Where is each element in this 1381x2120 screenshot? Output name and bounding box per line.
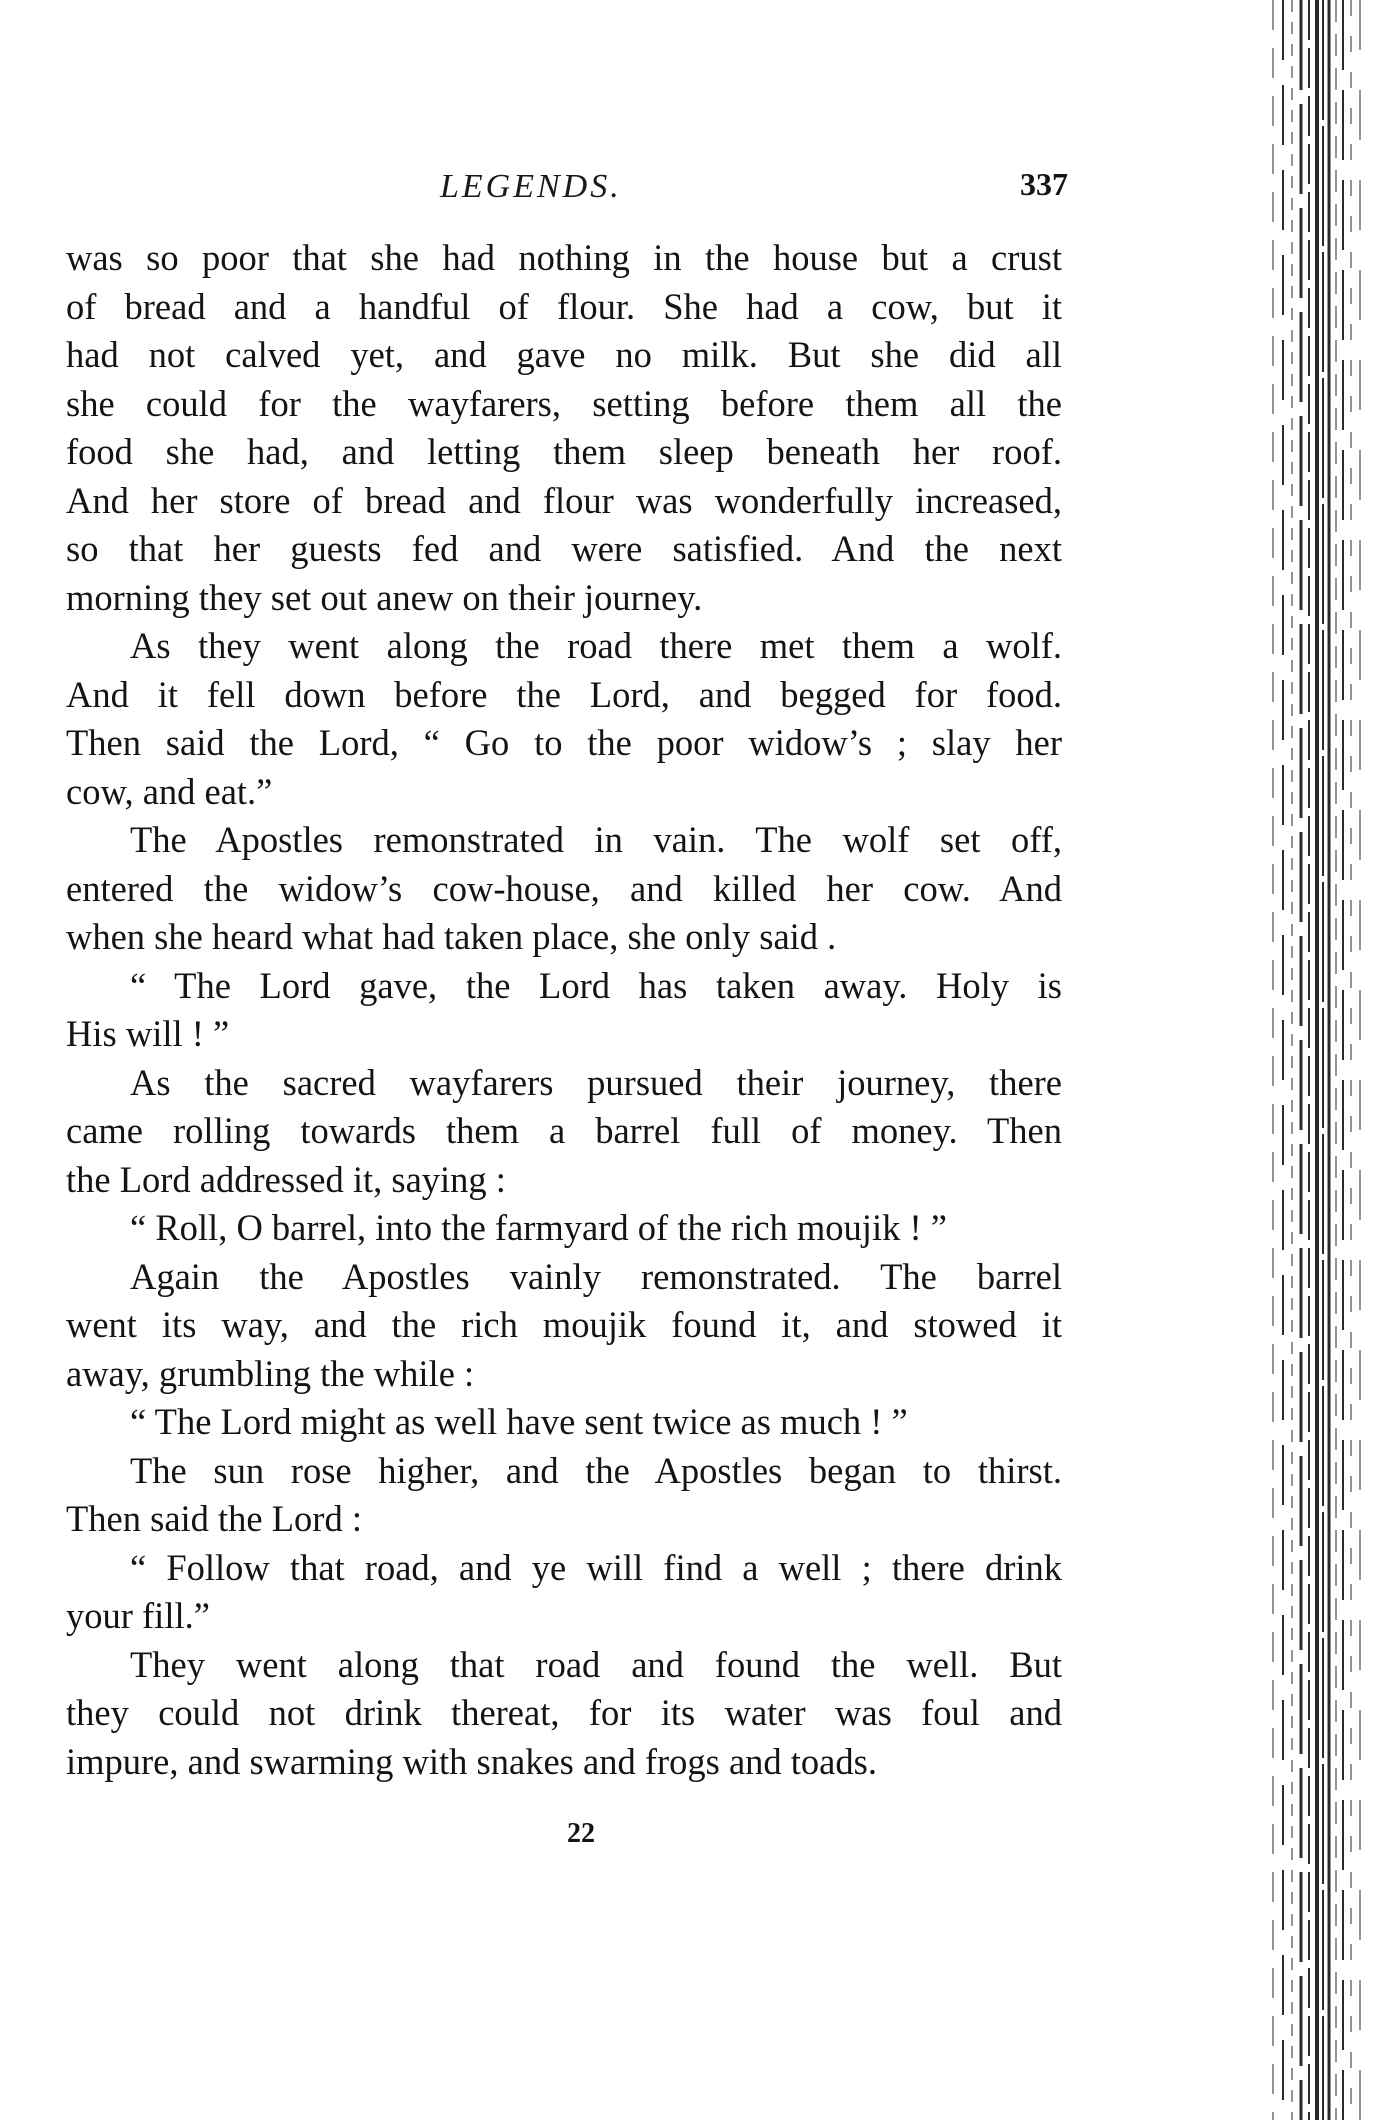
text-line: They went along that road and found the well. But [130, 1643, 1062, 1685]
body-text [66, 234, 1062, 1786]
text-line: “ Follow that road, and ye will find a well ; there drink [130, 1546, 1062, 1588]
text-line: “ The Lord gave, the Lord has taken away. Holy is [130, 964, 1062, 1006]
text-line: As the sacred wayfarers pursued their journey, there [130, 1061, 1062, 1103]
text-line: the Lord addressed it, saying : [66, 1158, 506, 1200]
text-line: As they went along the road there met them a wolf. [130, 625, 1062, 666]
text-line: your fill.” [66, 1595, 210, 1636]
text-line: And it fell down before the Lord, and begged for food. [66, 673, 1062, 715]
text-line: Then said the Lord, “ Go to the poor widow’s ; slay her [66, 722, 1062, 763]
text-line: “ The Lord might as well have sent twice as much ! ” [130, 1401, 908, 1442]
text-line: was so poor that she had nothing in the house but a crust [66, 237, 1062, 278]
text-line: The sun rose higher, and the Apostles began to thirst. [130, 1449, 1062, 1491]
text-line: The Apostles remonstrated in vain. The wolf set off, [130, 819, 1062, 860]
text-line: Then said the Lord : [66, 1498, 362, 1539]
text-line: she could for the wayfarers, setting before them all the [66, 382, 1062, 424]
text-line: had not calved yet, and gave no milk. But she did all [66, 334, 1062, 375]
text-line: they could not drink thereat, for its water was foul and [66, 1692, 1062, 1733]
text-line: “ Roll, O barrel, into the farmyard of the rich moujik ! ” [130, 1207, 947, 1248]
page-number: 337 [1020, 166, 1068, 202]
binding-gutter [1265, 0, 1381, 2120]
text-line: morning they set out anew on their journey. [66, 576, 703, 618]
text-line: came rolling towards them a barrel full of money. Then [66, 1110, 1062, 1151]
text-line: entered the widow’s cow-house, and killed her cow. And [66, 867, 1062, 909]
running-head: LEGENDS. [440, 168, 622, 205]
text-line: impure, and swarming with snakes and frogs and toads. [66, 1740, 877, 1782]
text-line: And her store of bread and flour was wonderfully increased, [66, 479, 1062, 521]
text-line: Again the Apostles vainly remonstrated. The barrel [130, 1255, 1062, 1297]
text-line: His will ! ” [66, 1013, 230, 1054]
text-line: food she had, and letting them sleep beneath her roof. [66, 431, 1062, 472]
text-line: so that her guests fed and were satisfied. And the next [66, 528, 1062, 569]
signature-mark: 22 [567, 1818, 595, 1849]
text-line: when she heard what had taken place, she only said . [66, 916, 837, 957]
text-line: cow, and eat.” [66, 770, 273, 812]
text-line: away, grumbling the while : [66, 1352, 475, 1394]
text-line: went its way, and the rich moujik found it, and stowed it [66, 1304, 1062, 1345]
text-line: of bread and a handful of flour. She had a cow, but it [66, 285, 1062, 327]
